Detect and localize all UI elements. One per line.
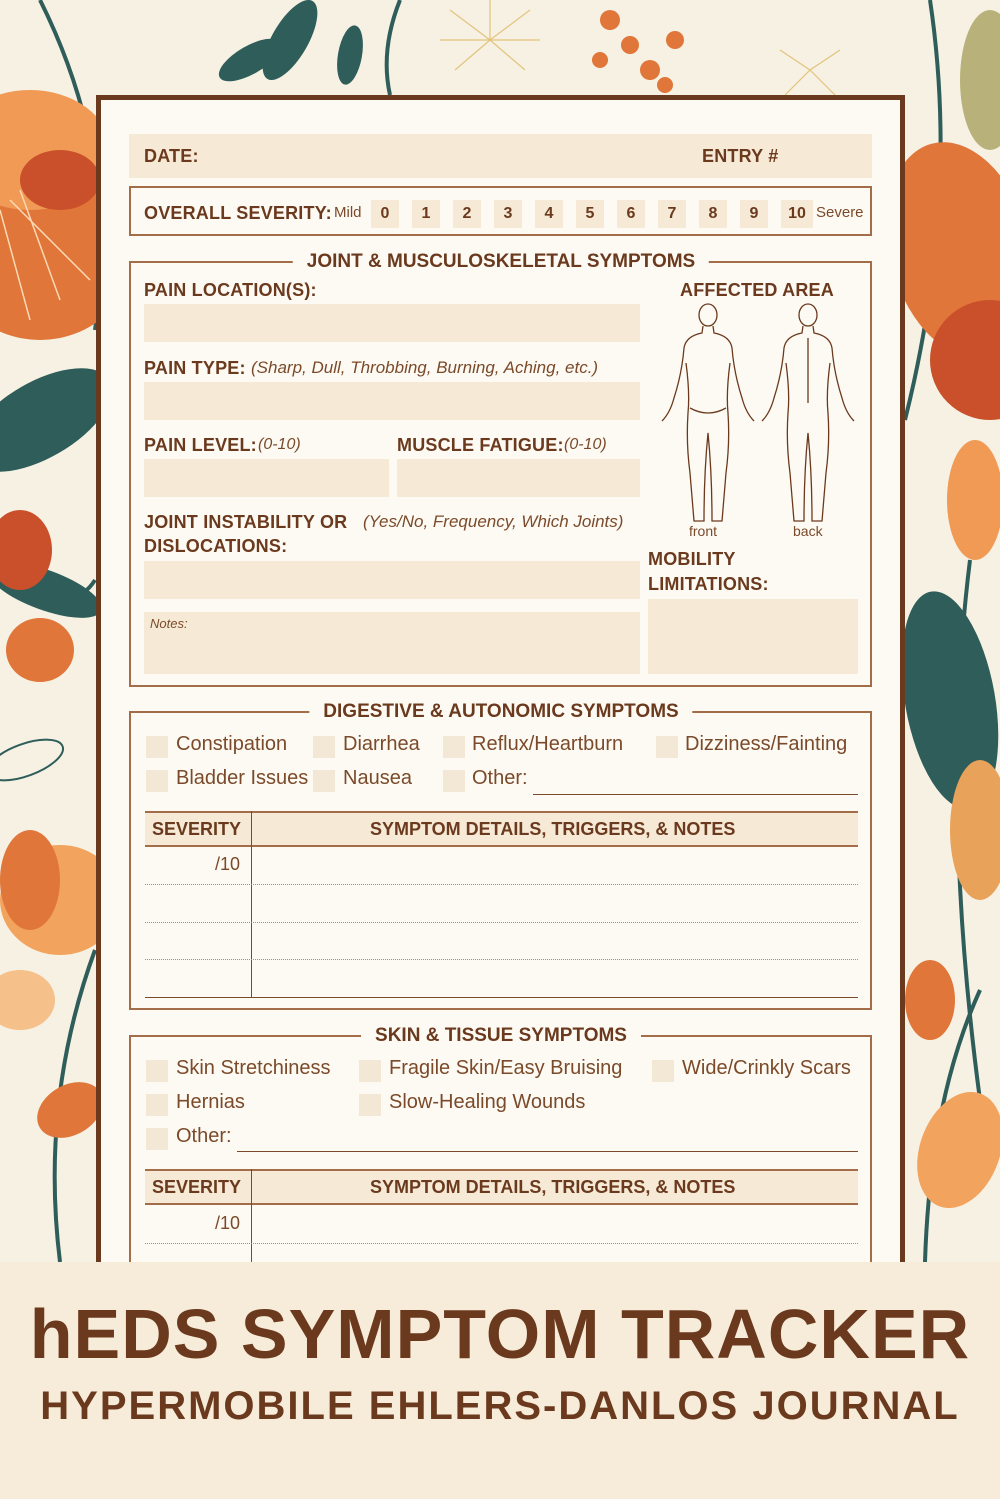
skin-row-line	[145, 1243, 858, 1244]
skin-section	[129, 1025, 872, 1265]
digestive-section-title: DIGESTIVE & AUTONOMIC SYMPTOMS	[309, 700, 692, 724]
bladder-issues-checkbox[interactable]	[146, 770, 168, 792]
date-entry-row	[129, 134, 872, 178]
constipation-option: Constipation	[176, 733, 288, 755]
severity-option-1[interactable]: 1	[412, 200, 440, 228]
mobility-limitations-label-line2: LIMITATIONS:	[648, 574, 769, 594]
hernias-option: Hernias	[176, 1091, 245, 1113]
severity-option-9[interactable]: 9	[740, 200, 768, 228]
skin-entry-area[interactable]	[145, 1205, 858, 1265]
severity-option-8[interactable]: 8	[699, 200, 727, 228]
severity-option-2[interactable]: 2	[453, 200, 481, 228]
bladder-issues-option: Bladder Issues	[176, 767, 309, 789]
joint-instability-label-line2: DISLOCATIONS:	[144, 536, 288, 556]
fragile-skin-option: Fragile Skin/Easy Bruising	[389, 1057, 623, 1079]
pain-level-hint: (0-10)	[258, 436, 301, 453]
pain-type-label: PAIN TYPE:	[144, 358, 246, 378]
cover-subtitle: HYPERMOBILE EHLERS-DANLOS JOURNAL	[40, 1384, 960, 1428]
severity-option-4[interactable]: 4	[535, 200, 563, 228]
severity-option-0[interactable]: 0	[371, 200, 399, 228]
digestive-row-line	[145, 922, 858, 923]
severe-label: Severe	[816, 204, 864, 221]
severity-option-3[interactable]: 3	[494, 200, 522, 228]
hernias-checkbox[interactable]	[146, 1094, 168, 1116]
skin-stretchiness-option: Skin Stretchiness	[176, 1057, 331, 1079]
severity-option-10[interactable]: 10	[781, 200, 813, 228]
severity-option-5[interactable]: 5	[576, 200, 604, 228]
pain-level-field[interactable]	[144, 459, 389, 497]
skin-severity-column-header: SEVERITY	[152, 1177, 242, 1197]
skin-details-column-header: SYMPTOM DETAILS, TRIGGERS, & NOTES	[370, 1177, 736, 1197]
muscle-fatigue-field[interactable]	[397, 459, 640, 497]
other-write-line[interactable]	[533, 794, 858, 795]
other-option: Other:	[472, 767, 528, 789]
nausea-option: Nausea	[343, 767, 412, 789]
wide-scars-checkbox[interactable]	[652, 1060, 674, 1082]
skin-section-title: SKIN & TISSUE SYMPTOMS	[361, 1024, 641, 1048]
skin-other-checkbox[interactable]	[146, 1128, 168, 1150]
muscle-fatigue-label: MUSCLE FATIGUE:	[397, 435, 564, 455]
digestive-table-bottom	[145, 997, 858, 998]
digestive-row-line	[145, 959, 858, 960]
muscle-fatigue-hint: (0-10)	[564, 436, 607, 453]
joint-instability-field[interactable]	[144, 561, 640, 599]
body-back-figure	[762, 304, 854, 521]
nausea-checkbox[interactable]	[313, 770, 335, 792]
skin-severity-out-of: /10	[215, 1213, 241, 1233]
skin-stretchiness-checkbox[interactable]	[146, 1060, 168, 1082]
joint-section	[129, 251, 872, 687]
reflux-checkbox[interactable]	[443, 736, 465, 758]
slow-healing-checkbox[interactable]	[359, 1094, 381, 1116]
severity-column-header: SEVERITY	[152, 819, 242, 839]
date-label: DATE:	[144, 146, 199, 166]
mobility-limitations-field[interactable]	[648, 599, 858, 674]
digestive-severity-out-of: /10	[215, 854, 241, 874]
slow-healing-option: Slow-Healing Wounds	[389, 1091, 586, 1113]
digestive-section	[129, 701, 872, 1010]
dizziness-option: Dizziness/Fainting	[685, 733, 848, 755]
pain-level-label: PAIN LEVEL:	[144, 435, 257, 455]
digestive-row-line	[145, 884, 858, 885]
wide-scars-option: Wide/Crinkly Scars	[682, 1057, 851, 1079]
mild-label: Mild	[334, 204, 362, 221]
pain-type-hint: (Sharp, Dull, Throbbing, Burning, Aching, etc.)	[251, 358, 599, 377]
overall-severity-row	[129, 186, 872, 236]
body-front-figure	[662, 304, 754, 521]
pain-location-field[interactable]	[144, 304, 640, 342]
joint-instability-hint: (Yes/No, Frequency, Which Joints)	[363, 512, 624, 531]
dizziness-checkbox[interactable]	[656, 736, 678, 758]
severity-option-6[interactable]: 6	[617, 200, 645, 228]
other-checkbox[interactable]	[443, 770, 465, 792]
joint-instability-label-line1: JOINT INSTABILITY OR	[144, 512, 348, 532]
affected-area-label: AFFECTED AREA	[680, 280, 834, 300]
journal-page-frame	[96, 95, 905, 1265]
notes-label: Notes:	[150, 616, 188, 631]
constipation-checkbox[interactable]	[146, 736, 168, 758]
fragile-skin-checkbox[interactable]	[359, 1060, 381, 1082]
overall-severity-label: OVERALL SEVERITY:	[144, 203, 332, 223]
back-label: back	[793, 523, 823, 539]
notes-field[interactable]	[144, 612, 640, 674]
mobility-limitations-label-line1: MOBILITY	[648, 549, 736, 569]
reflux-option: Reflux/Heartburn	[472, 733, 624, 755]
front-label: front	[689, 523, 718, 539]
body-diagram[interactable]	[656, 303, 861, 528]
cover-title-band	[0, 1262, 1000, 1499]
diarrhea-checkbox[interactable]	[313, 736, 335, 758]
joint-section-title: JOINT & MUSCULOSKELETAL SYMPTOMS	[293, 250, 709, 274]
pain-location-label: PAIN LOCATION(S):	[144, 280, 317, 300]
journal-page	[101, 100, 900, 1265]
entry-label: ENTRY #	[702, 146, 779, 166]
severity-option-7[interactable]: 7	[658, 200, 686, 228]
skin-other-option: Other:	[176, 1125, 232, 1147]
cover-title: hEDS SYMPTOM TRACKER	[29, 1295, 971, 1373]
skin-other-write-line[interactable]	[237, 1151, 858, 1152]
details-column-header: SYMPTOM DETAILS, TRIGGERS, & NOTES	[370, 819, 736, 839]
diarrhea-option: Diarrhea	[343, 733, 420, 755]
pain-type-field[interactable]	[144, 382, 640, 420]
